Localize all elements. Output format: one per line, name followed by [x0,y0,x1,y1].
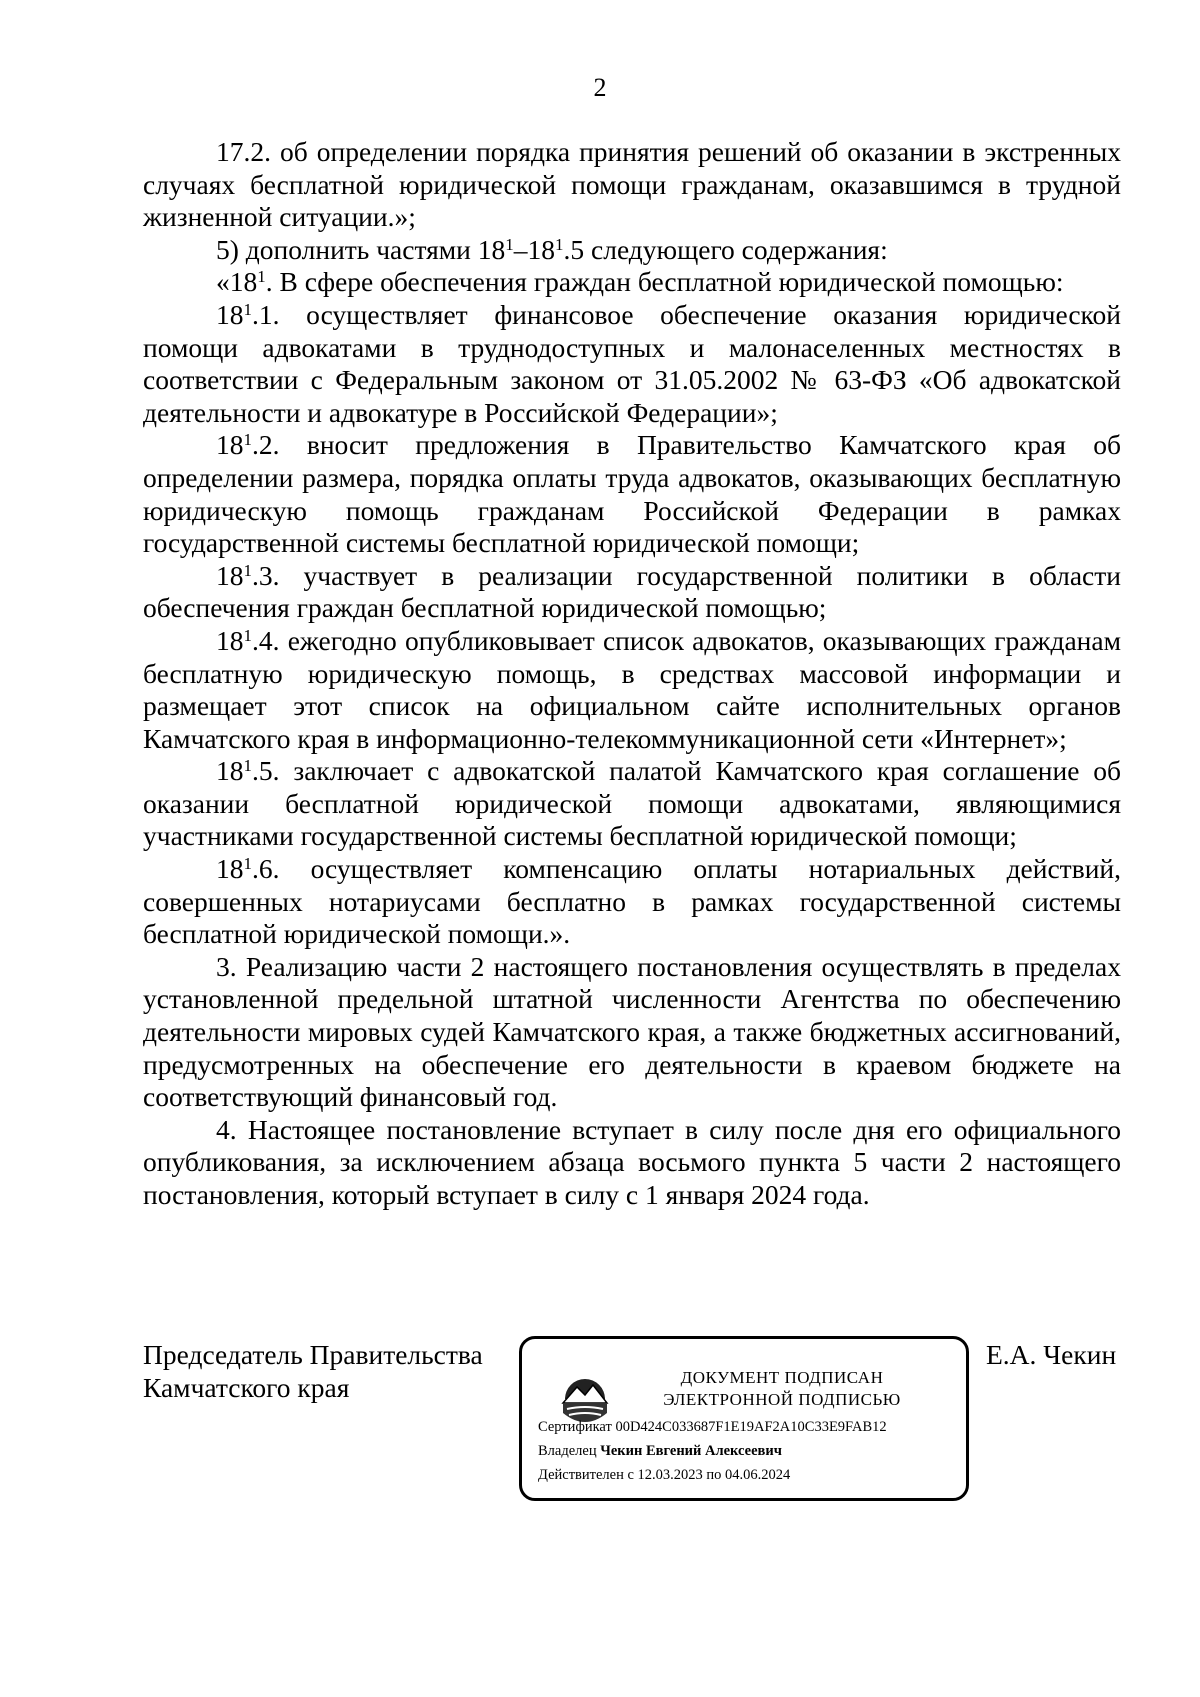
paragraph-text: 18 [216,624,244,656]
certificate-label: Сертификат [538,1419,612,1435]
paragraph-text: 18 [216,429,244,461]
paragraph-text: . В сфере обеспечения граждан бесплатной юридической помощью: [265,266,1064,298]
signatory-position-line2: Камчатского края [143,1372,350,1403]
paragraph [143,429,1121,559]
superscript: 1 [243,625,252,645]
stamp-certificate [538,1417,887,1437]
paragraph-text: 18 [216,755,244,787]
electronic-signature-stamp [519,1336,969,1501]
superscript: 1 [243,430,252,450]
paragraph [143,755,1121,853]
stamp-title-line1: ДОКУМЕНТ ПОДПИСАН [680,1368,884,1387]
page-number: 2 [593,73,607,102]
stamp-title [632,1367,932,1411]
paragraph-text: .2. вносит предложения в Правительство Камчатского края об определении размера, порядка оплаты труда адвокатов, оказывающих бесплатную юридическую помощь гражданам Российской Федерации в рамках государственной системы бесплатной юридической помощи; [143,429,1121,559]
paragraph [143,560,1121,625]
paragraph-text: –18 [513,233,556,265]
signatory-position [143,1338,483,1404]
superscript: 1 [257,267,266,287]
superscript: 1 [505,234,514,254]
paragraph-text: .1. осуществляет финансовое обеспечение оказания юридической помощи адвокатами в труднодоступных и малонаселенных местностях в соответствии с Федеральным законом от 31.05.2002 № 63-ФЗ «Об адвокатской деятельности и адвокатуре в Российской Федерации»; [143,298,1121,428]
certificate-value: 00D424C033687F1E19AF2A10C33E9FAB12 [615,1419,887,1435]
paragraph-text: 3. Реализацию части 2 настоящего постановления осуществлять в пределах установленной предельной штатной численности Агентства по обеспечению деятельности мировых судей Камчатского края, а также бюджетных ассигнований, предусмотренных на обеспечение его деятельности в краевом бюджете на соответствующий финансовый год. [143,950,1121,1113]
paragraph-text: .6. осуществляет компенсацию оплаты нотариальных действий, совершенных нотариусами бесплатно в рамках государственной системы бесплатной юридической помощи.». [143,853,1121,950]
paragraph-text: .3. участвует в реализации государственной политики в области обеспечения граждан бесплатной юридической помощью; [143,559,1121,624]
paragraph-text: 5) дополнить частями 18 [216,233,506,265]
document-body [143,136,1121,1212]
owner-label: Владелец [538,1443,597,1459]
paragraph-text: 4. Настоящее постановление вступает в силу после дня его официального опубликования, за исключением абзаца восьмого пункта 5 части 2 настоящего постановления, который вступает в силу с 1 января 2024 года. [143,1113,1121,1210]
paragraph [143,1114,1121,1212]
paragraph [143,951,1121,1114]
paragraph-text: 18 [216,298,244,330]
owner-value: Чекин Евгений Алексеевич [600,1443,782,1459]
stamp-owner [538,1441,782,1461]
paragraph-text: 18 [216,853,244,885]
paragraph [143,299,1121,429]
paragraph-text: .5 следующего содержания: [563,233,888,265]
superscript: 1 [555,234,564,254]
paragraph [143,234,1121,267]
signatory-name: Е.А. Чекин [986,1339,1117,1370]
paragraph-text: «18 [216,266,258,298]
superscript: 1 [243,560,252,580]
paragraph-text: 18 [216,559,244,591]
stamp-validity: Действителен с 12.03.2023 по 04.06.2024 [538,1467,791,1483]
superscript: 1 [243,756,252,776]
signatory-position-line1: Председатель Правительства [143,1339,483,1370]
paragraph [143,266,1121,299]
paragraph [143,136,1121,234]
paragraph [143,625,1121,755]
paragraph-text: .4. ежегодно опубликовывает список адвокатов, оказывающих гражданам бесплатную юридическую помощь, в средствах массовой информации и размещает этот список на официальном сайте исполнительных органов Камчатского края в информационно-телекоммуникационной сети «Интернет»; [143,624,1121,754]
paragraph-text: .5. заключает с адвокатской палатой Камчатского края соглашение об оказании бесплатной юридической помощи адвокатами, являющимися участниками государственной системы бесплатной юридической помощи; [143,755,1121,852]
stamp-title-line2: ЭЛЕКТРОННОЙ ПОДПИСЬЮ [663,1390,901,1409]
superscript: 1 [243,854,252,874]
paragraph [143,853,1121,951]
paragraph-text: 17.2. об определении порядка принятия решений об оказании в экстренных случаях бесплатной юридической помощи гражданам, оказавшимся в трудной жизненной ситуации.»; [143,136,1121,233]
superscript: 1 [243,299,252,319]
